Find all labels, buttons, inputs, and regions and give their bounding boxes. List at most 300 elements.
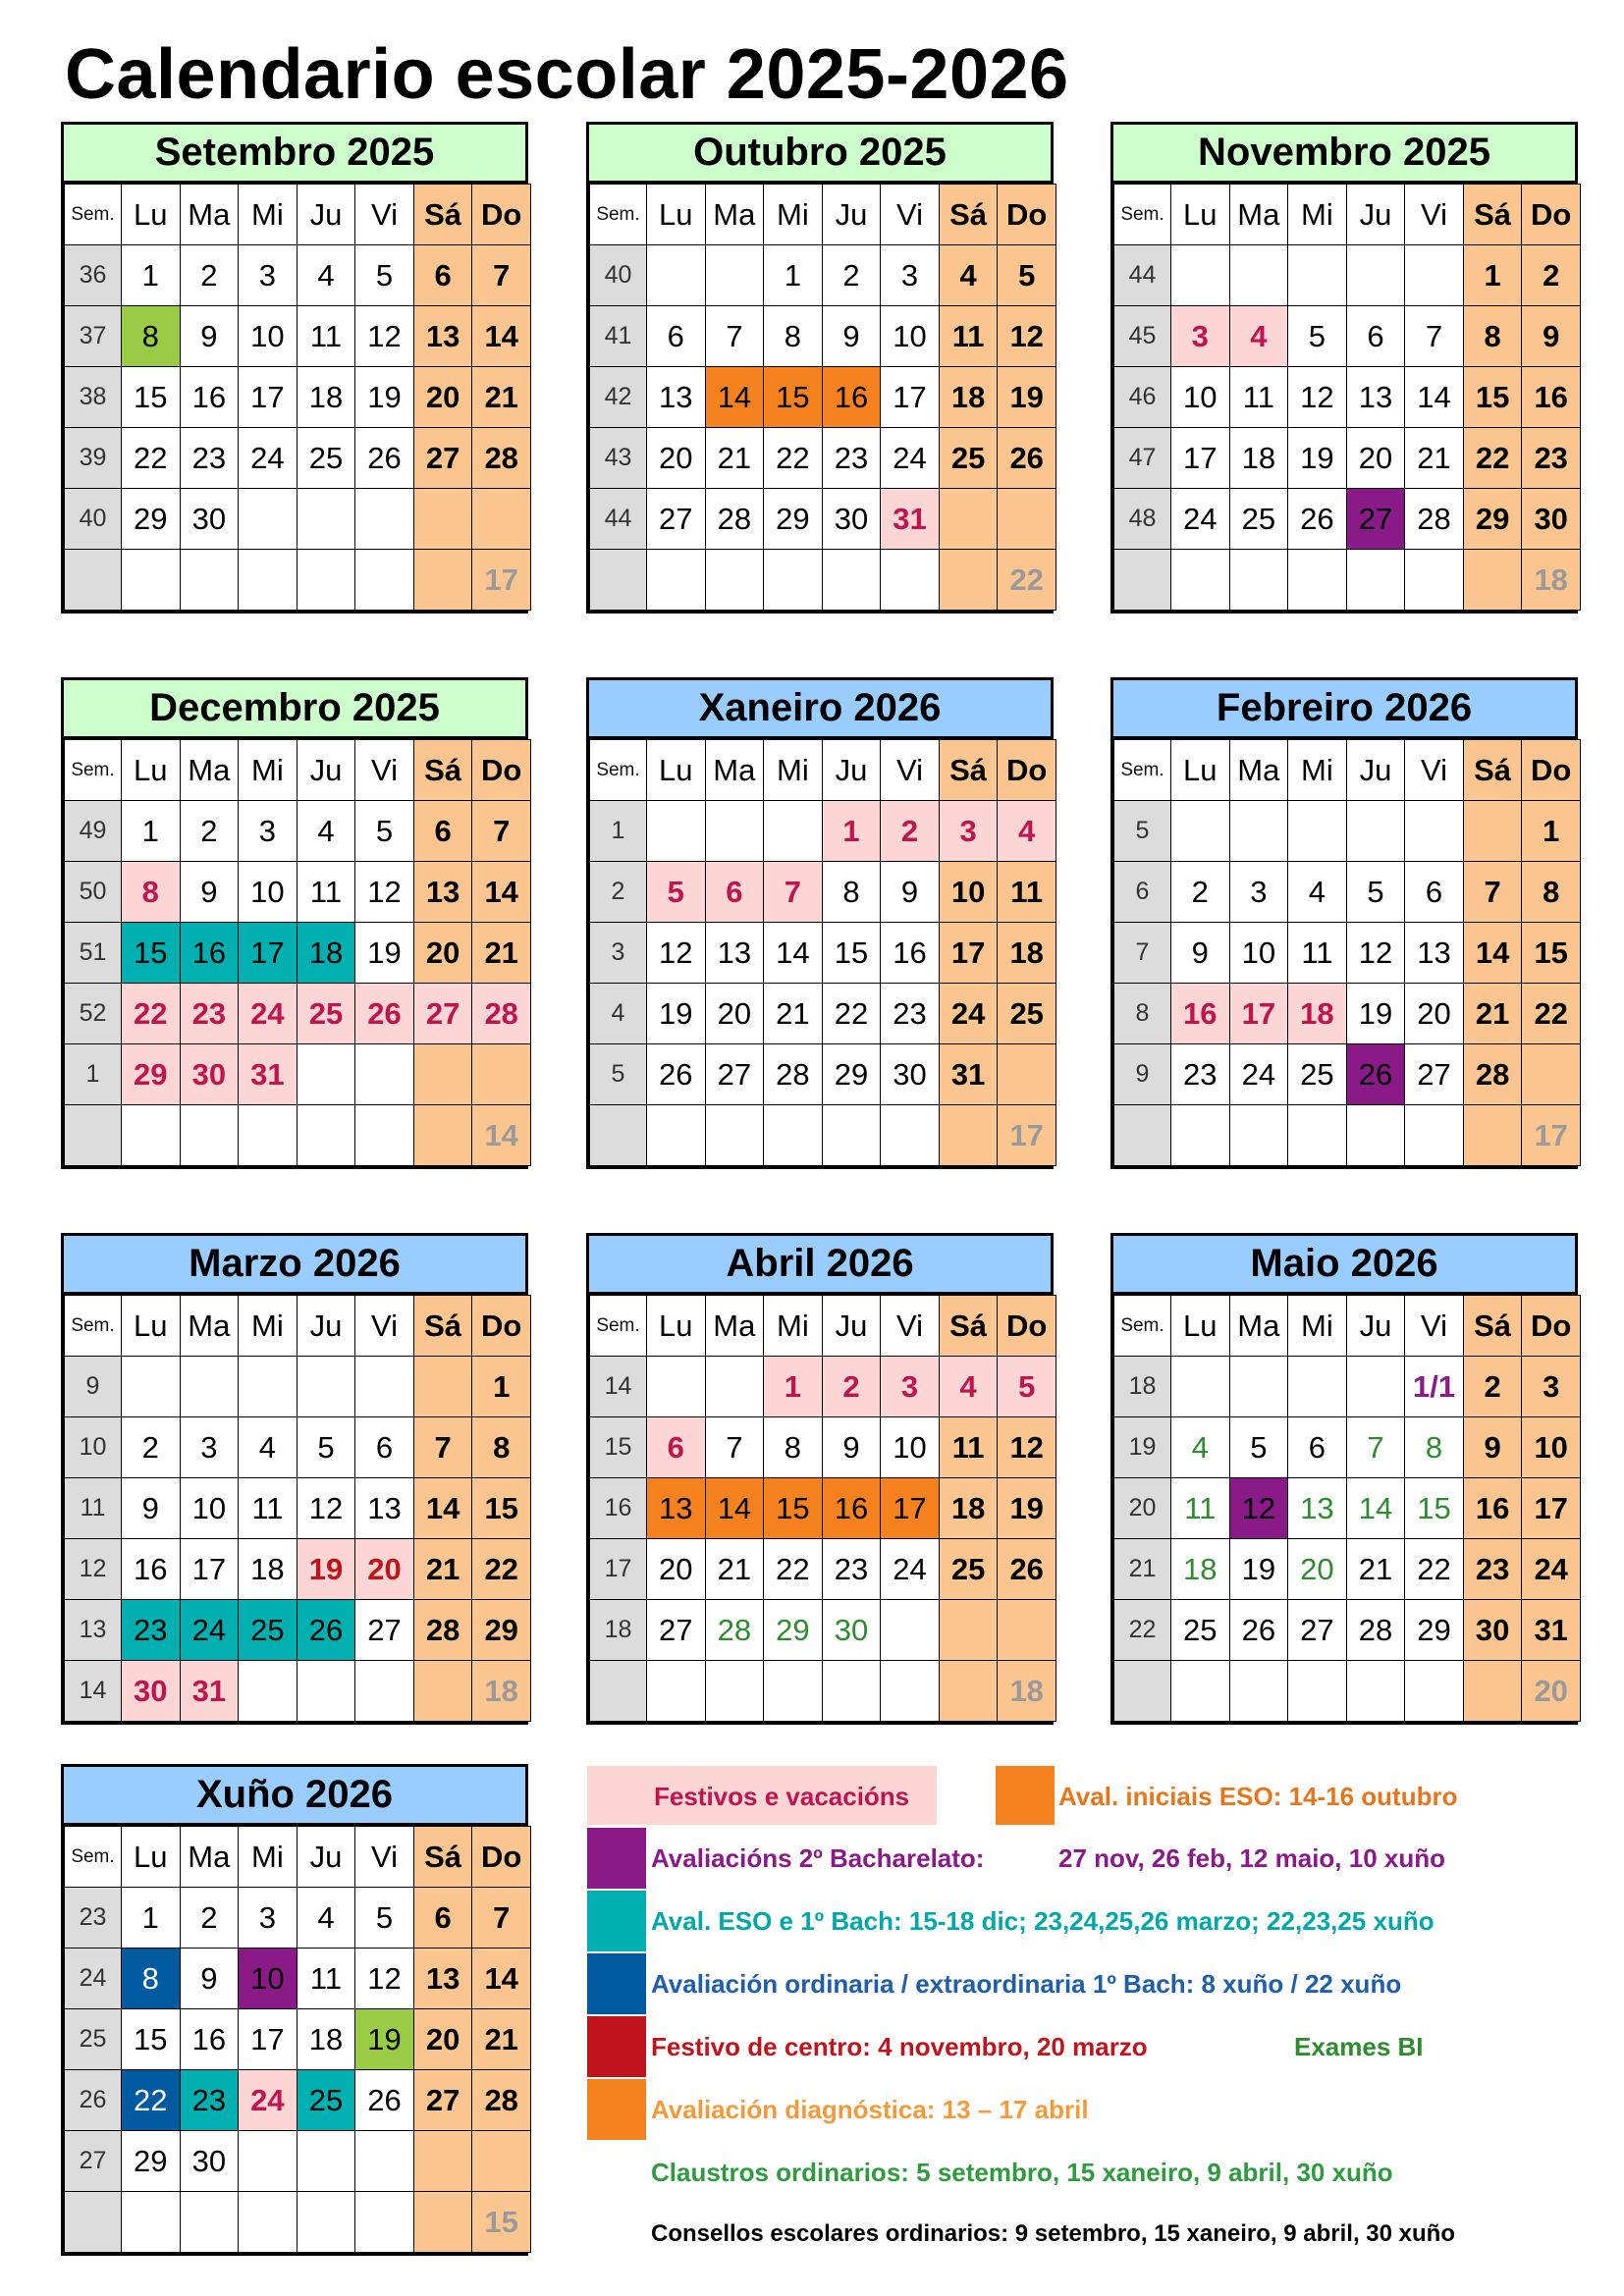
day-cell: 9 [122,1478,181,1539]
day-cell: 26 [998,428,1056,489]
day-cell: 30 [822,489,881,550]
day-cell: 28 [472,984,531,1044]
day-cell: 16 [180,923,239,984]
day-cell: 24 [881,428,940,489]
day-cell: 21 [764,984,823,1044]
week-header: Sem. [1114,185,1171,245]
day-cell: 26 [647,1044,706,1105]
legend-bach2-dates: 27 nov, 26 feb, 12 maio, 10 xuño [1058,1843,1445,1873]
day-cell: 20 [413,923,472,984]
weekday-header: Mi [1288,1296,1347,1357]
weekday-header: Vi [355,185,414,245]
day-cell [1463,1105,1522,1166]
day-cell: 17 [881,367,940,428]
week-header: Sem. [590,740,647,801]
day-cell [998,1600,1056,1661]
day-cell [239,550,298,611]
legend-ordinaria-swatch [587,1953,646,2014]
day-cell: 2 [1463,1357,1522,1417]
day-cell: 28 [1405,489,1464,550]
day-cell: 28 [764,1044,823,1105]
day-cell: 22 [122,984,181,1044]
day-cell [413,2192,472,2253]
day-cell: 25 [939,428,998,489]
day-cell: 7 [413,1417,472,1478]
day-cell [1346,1357,1405,1417]
day-cell [764,801,823,862]
day-cell: 28 [705,1600,764,1661]
weekday-header: Ma [1229,185,1288,245]
day-cell: 9 [1171,923,1230,984]
week-number: 42 [590,367,647,428]
day-cell [705,550,764,611]
day-cell: 23 [1171,1044,1230,1105]
day-cell: 25 [1171,1600,1230,1661]
legend-consellos-label: Consellos escolares ordinarios: 9 setembro, 15 xaneiro, 9 abril, 30 xuño [651,2220,1455,2247]
day-cell [1229,801,1288,862]
day-cell: 27 [705,1044,764,1105]
day-cell: 17 [881,1478,940,1539]
weekday-header: Do [998,740,1056,801]
day-cell: 27 [647,1600,706,1661]
day-cell: 22 [472,1539,531,1600]
day-cell: 6 [413,801,472,862]
day-cell: 3 [1229,862,1288,923]
day-cell: 8 [122,306,181,367]
day-cell [180,1105,239,1166]
day-cell: 10 [1229,923,1288,984]
day-cell: 7 [1405,306,1464,367]
month-title: Setembro 2025 [61,122,528,181]
day-cell: 20 [1346,428,1405,489]
day-cell: 19 [1346,984,1405,1044]
day-cell [297,1105,355,1166]
month-title: Novembro 2025 [1110,122,1578,181]
week-number: 47 [1114,428,1171,489]
day-cell [1405,550,1464,611]
day-cell: 29 [122,2131,181,2192]
day-cell: 13 [413,862,472,923]
day-cell [297,1044,355,1105]
day-cell [239,1661,298,1722]
week-number [590,1661,647,1722]
day-cell [1346,801,1405,862]
day-cell: 16 [180,2009,239,2070]
weekday-header: Lu [1171,185,1230,245]
day-cell [1288,1661,1347,1722]
day-cell [413,1357,472,1417]
day-cell: 18 [297,923,355,984]
day-cell [180,550,239,611]
day-cell: 8 [1405,1417,1464,1478]
week-number: 8 [1114,984,1171,1044]
week-number: 18 [590,1600,647,1661]
day-cell: 29 [764,489,823,550]
day-cell: 5 [1346,862,1405,923]
legend-claustros-label: Claustros ordinarios: 5 setembro, 15 xaneiro, 9 abril, 30 xuño [651,2158,1393,2187]
day-cell: 26 [1346,1044,1405,1105]
day-cell: 11 [297,306,355,367]
day-cell: 6 [647,306,706,367]
day-cell [413,2131,472,2192]
day-cell: 3 [939,801,998,862]
day-cell: 13 [413,306,472,367]
day-cell [180,1357,239,1417]
weekday-header: Ma [1229,1296,1288,1357]
weekday-header: Ma [705,185,764,245]
weekday-header: Vi [355,1296,414,1357]
day-cell: 7 [764,862,823,923]
school-days-total: 17 [472,550,531,611]
weekday-header: Ju [297,1827,355,1888]
day-cell: 29 [764,1600,823,1661]
weekday-header: Mi [1288,740,1347,801]
month-title: Outubro 2025 [586,122,1054,181]
day-cell: 30 [822,1600,881,1661]
day-cell: 11 [297,862,355,923]
day-cell [472,2131,531,2192]
day-cell: 26 [355,428,414,489]
day-cell: 17 [1229,984,1288,1044]
school-days-total: 20 [1522,1661,1581,1722]
day-cell [705,1661,764,1722]
day-cell: 22 [122,428,181,489]
day-cell [297,1661,355,1722]
day-cell [1229,550,1288,611]
day-cell: 1 [1522,801,1581,862]
day-cell: 28 [472,2070,531,2131]
day-cell [122,1105,181,1166]
day-cell: 15 [1522,923,1581,984]
day-cell [413,1661,472,1722]
week-number: 15 [590,1417,647,1478]
day-cell: 5 [355,245,414,306]
weekday-header: Ju [822,1296,881,1357]
week-number: 13 [65,1600,122,1661]
day-cell [1405,1105,1464,1166]
day-cell: 9 [881,862,940,923]
day-cell: 9 [822,1417,881,1478]
day-cell: 25 [297,428,355,489]
weekday-header: Ma [1229,740,1288,801]
day-cell [822,1661,881,1722]
day-cell [122,2192,181,2253]
school-days-total: 15 [472,2192,531,2253]
day-cell: 4 [1288,862,1347,923]
weekday-header: Do [472,1296,531,1357]
day-cell [1346,1661,1405,1722]
day-cell: 9 [822,306,881,367]
day-cell: 23 [881,984,940,1044]
day-cell: 19 [1229,1539,1288,1600]
day-cell: 1/1 [1405,1357,1464,1417]
day-cell: 5 [297,1417,355,1478]
day-cell [355,2131,414,2192]
day-cell: 25 [297,2070,355,2131]
day-cell: 23 [1522,428,1581,489]
day-cell [355,2192,414,2253]
day-cell: 11 [939,306,998,367]
week-number [590,1105,647,1166]
day-cell: 11 [239,1478,298,1539]
day-cell: 12 [1288,367,1347,428]
day-cell [239,489,298,550]
weekday-header: Vi [1405,185,1464,245]
weekday-header: Vi [881,1296,940,1357]
day-cell: 2 [180,1888,239,1949]
day-cell [1346,550,1405,611]
day-cell: 15 [764,367,823,428]
day-cell [647,550,706,611]
day-cell [705,1357,764,1417]
day-cell: 20 [647,428,706,489]
weekday-header: Sá [939,185,998,245]
day-cell: 17 [239,2009,298,2070]
weekday-header: Sá [1463,1296,1522,1357]
day-cell: 3 [239,245,298,306]
day-cell [939,1661,998,1722]
day-cell: 5 [998,245,1056,306]
day-cell: 15 [1463,367,1522,428]
legend-bach2-label: Avaliacións 2º Bacharelato: [651,1843,985,1873]
day-cell: 24 [239,2070,298,2131]
day-cell: 21 [472,367,531,428]
day-cell: 11 [1229,367,1288,428]
day-cell: 7 [1346,1417,1405,1478]
day-cell: 27 [413,984,472,1044]
day-cell: 19 [1288,428,1347,489]
day-cell: 12 [355,306,414,367]
week-number: 48 [1114,489,1171,550]
day-cell: 18 [297,367,355,428]
week-number: 14 [590,1357,647,1417]
day-cell: 4 [1171,1417,1230,1478]
month-grid [64,1826,531,2253]
day-cell: 13 [705,923,764,984]
week-number [65,550,122,611]
day-cell: 29 [822,1044,881,1105]
day-cell: 11 [297,1949,355,2009]
month-calendar [586,122,1054,614]
day-cell [1346,245,1405,306]
month-calendar [586,1233,1054,1725]
week-number [1114,1105,1171,1166]
weekday-header: Ma [705,1296,764,1357]
day-cell: 20 [647,1539,706,1600]
day-cell: 8 [764,306,823,367]
week-header: Sem. [65,1827,122,1888]
day-cell: 5 [355,801,414,862]
week-number: 40 [590,245,647,306]
weekday-header: Vi [355,740,414,801]
day-cell: 20 [355,1539,414,1600]
week-number: 37 [65,306,122,367]
week-header: Sem. [1114,740,1171,801]
week-number: 41 [590,306,647,367]
day-cell: 13 [355,1478,414,1539]
day-cell: 26 [1229,1600,1288,1661]
day-cell [297,2192,355,2253]
day-cell: 22 [122,2070,181,2131]
weekday-header: Ju [822,740,881,801]
legend-festivo-centro-swatch [587,2016,646,2077]
weekday-header: Mi [764,185,823,245]
day-cell: 26 [998,1539,1056,1600]
week-header: Sem. [590,1296,647,1357]
day-cell [764,1105,823,1166]
day-cell: 8 [1522,862,1581,923]
week-number: 46 [1114,367,1171,428]
day-cell [297,489,355,550]
day-cell [764,1661,823,1722]
day-cell: 18 [939,367,998,428]
day-cell: 22 [764,1539,823,1600]
weekday-header: Ju [297,1296,355,1357]
day-cell: 15 [122,923,181,984]
week-number: 38 [65,367,122,428]
day-cell: 21 [705,1539,764,1600]
day-cell: 2 [122,1417,181,1478]
day-cell [1288,245,1347,306]
weekday-header: Mi [239,740,298,801]
month-calendar [586,677,1054,1169]
week-number [1114,1661,1171,1722]
day-cell: 30 [1463,1600,1522,1661]
month-calendar [1110,677,1578,1169]
day-cell: 10 [239,306,298,367]
day-cell: 11 [1288,923,1347,984]
day-cell [1463,801,1522,862]
month-calendar [61,1233,528,1725]
day-cell: 24 [1171,489,1230,550]
day-cell: 13 [647,367,706,428]
day-cell: 13 [1288,1478,1347,1539]
day-cell: 29 [1463,489,1522,550]
day-cell: 18 [239,1539,298,1600]
legend-aval-eso-swatch [587,1891,646,1951]
week-number: 11 [65,1478,122,1539]
week-number [65,2192,122,2253]
day-cell: 14 [472,862,531,923]
day-cell: 18 [939,1478,998,1539]
week-number: 16 [590,1478,647,1539]
day-cell [1229,1357,1288,1417]
weekday-header: Do [1522,185,1581,245]
weekday-header: Vi [881,185,940,245]
weekday-header: Lu [1171,740,1230,801]
day-cell [705,801,764,862]
week-header: Sem. [1114,1296,1171,1357]
week-number: 3 [590,923,647,984]
day-cell: 25 [1288,1044,1347,1105]
page-title: Calendario escolar 2025-2026 [65,35,1069,114]
day-cell: 28 [705,489,764,550]
day-cell: 23 [180,2070,239,2131]
week-number: 9 [65,1357,122,1417]
day-cell: 24 [1229,1044,1288,1105]
day-cell [472,1044,531,1105]
day-cell: 19 [355,923,414,984]
school-days-total: 17 [998,1105,1056,1166]
school-days-total: 18 [472,1661,531,1722]
day-cell [1171,245,1230,306]
week-number: 5 [1114,801,1171,862]
day-cell [355,1105,414,1166]
month-title: Abril 2026 [586,1233,1054,1292]
weekday-header: Mi [239,1296,298,1357]
day-cell: 22 [822,984,881,1044]
day-cell [1288,550,1347,611]
day-cell: 17 [239,367,298,428]
day-cell: 11 [1171,1478,1230,1539]
day-cell: 6 [647,1417,706,1478]
day-cell: 4 [998,801,1056,862]
day-cell [998,489,1056,550]
day-cell: 19 [355,2009,414,2070]
day-cell [180,2192,239,2253]
week-number: 5 [590,1044,647,1105]
weekday-header: Lu [122,185,181,245]
day-cell: 27 [355,1600,414,1661]
day-cell [1229,245,1288,306]
day-cell [647,1105,706,1166]
day-cell: 24 [180,1600,239,1661]
week-header: Sem. [65,1296,122,1357]
day-cell [705,1105,764,1166]
weekday-header: Ju [297,185,355,245]
day-cell [998,1044,1056,1105]
day-cell: 26 [297,1600,355,1661]
day-cell: 4 [939,1357,998,1417]
day-cell: 16 [1522,367,1581,428]
month-title: Xaneiro 2026 [586,677,1054,736]
day-cell: 20 [413,2009,472,2070]
day-cell: 14 [472,306,531,367]
weekday-header: Ma [180,1827,239,1888]
day-cell: 1 [122,801,181,862]
legend-exames-bi-label: Exames BI [1294,2032,1424,2061]
weekday-header: Mi [239,185,298,245]
day-cell: 31 [239,1044,298,1105]
day-cell: 21 [472,923,531,984]
day-cell [822,1105,881,1166]
day-cell: 31 [881,489,940,550]
day-cell: 14 [472,1949,531,2009]
day-cell: 16 [1171,984,1230,1044]
weekday-header: Do [472,185,531,245]
day-cell: 31 [1522,1600,1581,1661]
day-cell: 21 [1346,1539,1405,1600]
day-cell [1405,245,1464,306]
week-number: 44 [1114,245,1171,306]
day-cell: 19 [297,1539,355,1600]
legend-diagnostica-label: Avaliación diagnóstica: 13 – 17 abril [651,2095,1089,2124]
legend-ordinaria-label: Avaliación ordinaria / extraordinaria 1º Bach: 8 xuño / 22 xuño [651,1969,1402,1999]
day-cell: 18 [1229,428,1288,489]
day-cell: 5 [1288,306,1347,367]
week-number: 4 [590,984,647,1044]
day-cell: 1 [764,1357,823,1417]
day-cell: 22 [1405,1539,1464,1600]
day-cell: 30 [122,1661,181,1722]
month-calendar [1110,122,1578,614]
week-number: 26 [65,2070,122,2131]
day-cell [939,1105,998,1166]
day-cell: 8 [122,1949,181,2009]
day-cell: 12 [1346,923,1405,984]
school-days-total: 18 [998,1661,1056,1722]
day-cell: 15 [764,1478,823,1539]
